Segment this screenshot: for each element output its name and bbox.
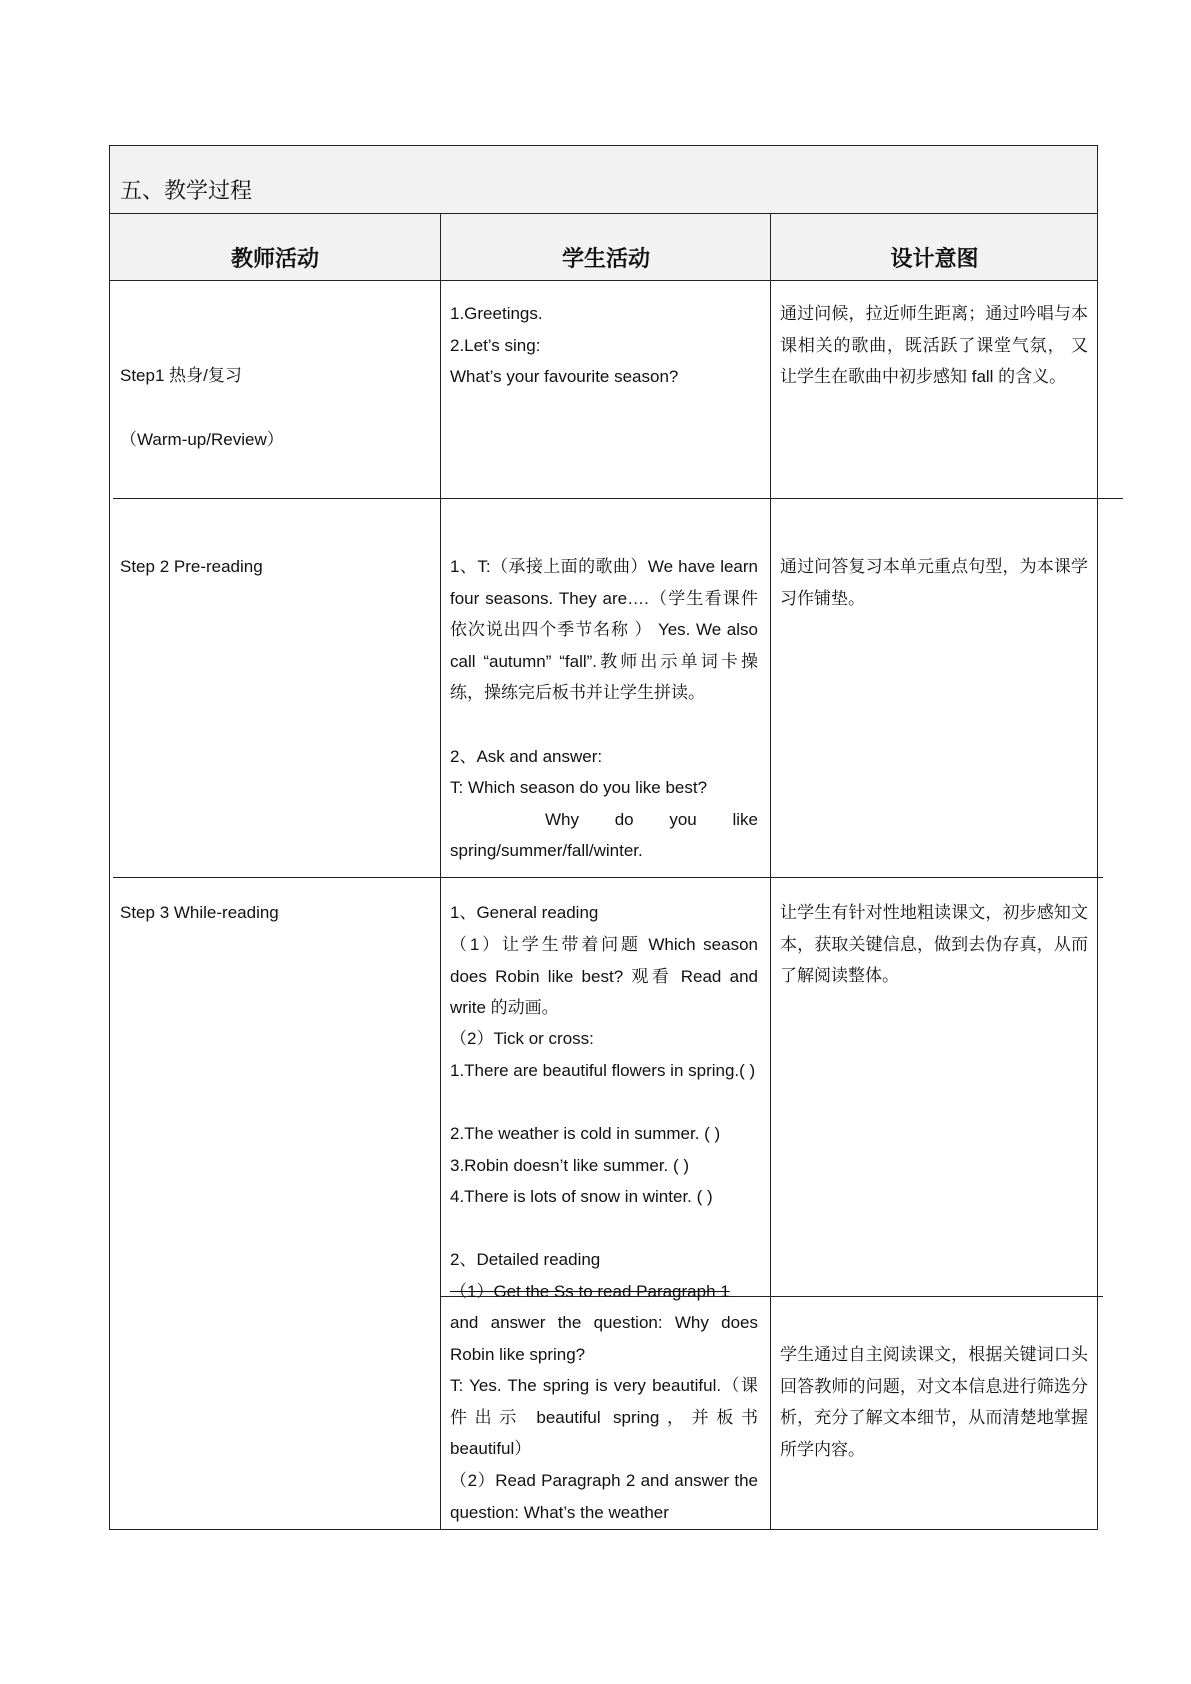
step1-teacher-sublabel: （Warm-up/Review） xyxy=(120,430,284,449)
step3b-student-line-2: and answer the question: Why does Robin like spring? xyxy=(450,1313,758,1364)
column-header-student: 学生活动 xyxy=(561,246,650,271)
step2-student-paragraph-2: 2、Ask and answer: xyxy=(450,747,603,766)
step2-student-paragraph-5: spring/summer/fall/winter. xyxy=(450,841,643,860)
step1-design-intent: 通过问候，拉近师生距离；通过吟唱与本课相关的歌曲，既活跃了课堂气氛， 又让学生在歌曲中初步感知 fall 的含义。 xyxy=(780,304,1088,386)
step1-student-line-3: What’s your favourite season? xyxy=(450,367,679,386)
column-divider-2 xyxy=(770,213,771,1529)
step2-teacher-label: Step 2 Pre-reading xyxy=(120,557,263,576)
step2-design-intent: 通过问答复习本单元重点句型，为本课学习作铺垫。 xyxy=(780,557,1088,608)
section-header-band xyxy=(110,145,1098,213)
step2-student-paragraph-3: T: Which season do you like best? xyxy=(450,778,708,797)
column-divider-1 xyxy=(440,213,441,1529)
step3-student-line-2: （1）让学生带着问题 Which season does Robin like best? 观看 Read and write 的动画。 xyxy=(450,935,758,1017)
table-border-left xyxy=(109,145,110,1529)
step3-student-line-7: 4.There is lots of snow in winter. ( ) xyxy=(450,1187,713,1206)
step3b-student-line-4: （2）Read Paragraph 2 and answer the question: What’s the weather xyxy=(450,1471,758,1522)
step3-student-line-6: 3.Robin doesn’t like summer. ( ) xyxy=(450,1156,690,1175)
table-border-right xyxy=(1097,145,1098,1529)
table-border-section xyxy=(109,213,1098,214)
step1-student-line-2: 2.Let’s sing: xyxy=(450,336,541,355)
table-border-top xyxy=(109,145,1098,146)
step1-teacher-label: Step1 热身/复习 xyxy=(120,366,242,385)
table-border-header xyxy=(109,280,1098,281)
row-divider-2 xyxy=(113,877,1103,878)
step3-design-intent: 让学生有针对性地粗读课文，初步感知文本，获取关键信息，做到去伪存真，从而了解阅读整体。 xyxy=(780,903,1088,985)
step3-student-line-3: （2）Tick or cross: xyxy=(450,1029,594,1048)
step3-student-line-8: 2、Detailed reading xyxy=(450,1250,601,1269)
table-border-bottom xyxy=(109,1529,1098,1530)
column-header-teacher: 教师活动 xyxy=(230,246,319,271)
step3-teacher-label: Step 3 While-reading xyxy=(120,903,279,922)
step3b-student-line-3: T: Yes. The spring is very beautiful.（课件出示 beautiful spring，并板书 beautiful） xyxy=(450,1376,758,1458)
step3-student-line-5: 2.The weather is cold in summer. ( ) xyxy=(450,1124,721,1143)
row-divider-1 xyxy=(113,498,1123,499)
step3-student-line-1: 1、General reading xyxy=(450,903,599,922)
step1-student-line-1: 1.Greetings. xyxy=(450,304,543,323)
step3b-student-line-1: （1）Get the Ss to read Paragraph 1 xyxy=(450,1282,730,1301)
section-title: 五、教学过程 xyxy=(120,178,253,203)
step2-student-paragraph-1: 1、T:（承接上面的歌曲）We have learn four seasons. They are….（学生看课件依次说出四个季节名称 ） Yes. We also call “autumn” “fall”.教师出示单词卡操练，操练完后板书并让学生拼读。 xyxy=(450,557,758,702)
step3-student-line-4: 1.There are beautiful flowers in spring.( ) xyxy=(450,1061,756,1080)
step2-student-paragraph-4: Why do you like xyxy=(545,810,758,829)
column-header-design: 设计意图 xyxy=(890,246,979,271)
step3b-design-intent: 学生通过自主阅读课文，根据关键词口头回答教师的问题，对文本信息进行筛选分析，充分了解文本细节，从而清楚地掌握所学内容。 xyxy=(780,1345,1088,1459)
